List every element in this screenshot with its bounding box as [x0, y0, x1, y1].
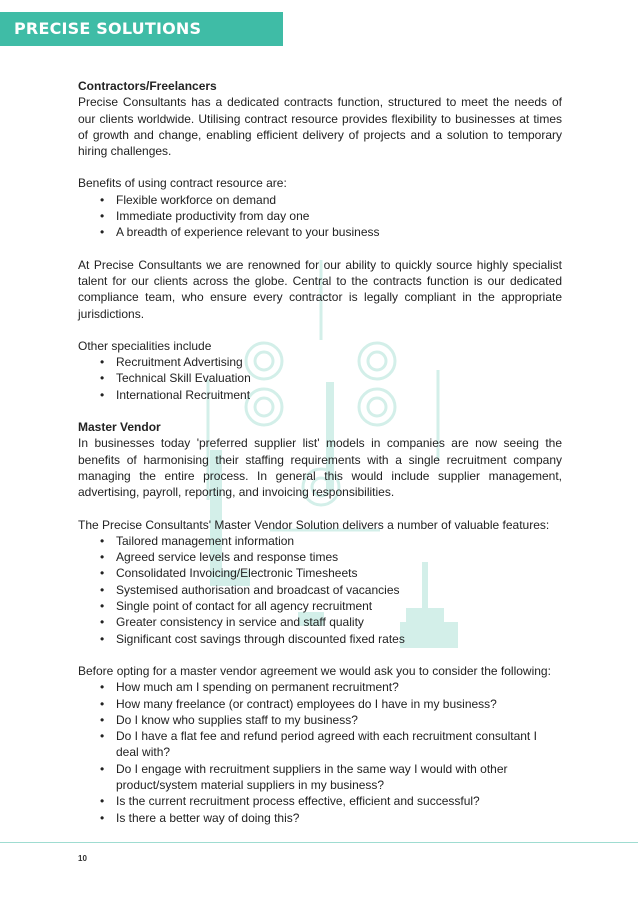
- list-item: • Is there a better way of doing this?: [116, 810, 562, 826]
- questions-intro: Before opting for a master vendor agreement we would ask you to consider the following:: [78, 663, 551, 678]
- list-item: • Significant cost savings through discounted fixed rates: [116, 631, 562, 647]
- benefits-intro: Benefits of using contract resource are:: [78, 176, 287, 191]
- list-item: • Do I have a flat fee and refund period agreed with each recruitment consultant I deal with?: [116, 728, 562, 761]
- main-content: [78, 78, 562, 826]
- contractors-intro-paragraph: Precise Consultants has a dedicated contracts function, structured to meet the needs of our clients worldwide. Utilising contract resource provides flexibility to businesses at times of growth and change, enabling efficient delivery of projects and a solution to temporary hiring challenges.: [78, 95, 562, 159]
- questions-list: [78, 679, 562, 826]
- list-item: • Consolidated Invoicing/Electronic Timesheets: [116, 565, 562, 581]
- list-item: • Technical Skill Evaluation: [116, 370, 562, 386]
- specialities-list: [78, 354, 562, 403]
- list-item: • Systemised authorisation and broadcast of vacancies: [116, 582, 562, 598]
- list-item: • How many freelance (or contract) employees do I have in my business?: [116, 696, 562, 712]
- list-item: • How much am I spending on permanent recruitment?: [116, 679, 562, 695]
- list-item: • Agreed service levels and response times: [116, 549, 562, 565]
- benefits-list: [78, 192, 562, 241]
- section-heading-contractors: Contractors/Freelancers: [78, 79, 217, 93]
- list-item: • A breadth of experience relevant to your business: [116, 224, 562, 240]
- list-item: • Flexible workforce on demand: [116, 192, 562, 208]
- page-header-title: PRECISE SOLUTIONS: [14, 19, 202, 38]
- list-item: • Greater consistency in service and staff quality: [116, 614, 562, 630]
- compliance-paragraph: At Precise Consultants we are renowned for our ability to quickly source highly specialist talent for our clients across the globe. Central to the contracts function is our dedicated compliance team, who ensure every contractor is legally compliant in the appropriate jurisdictions.: [78, 257, 562, 321]
- features-list: [78, 533, 562, 647]
- features-intro: The Precise Consultants' Master Vendor Solution delivers a number of valuable features:: [78, 517, 550, 532]
- section-heading-master-vendor: Master Vendor: [78, 420, 161, 435]
- list-item: • Recruitment Advertising: [116, 354, 562, 370]
- list-item: • Tailored management information: [116, 533, 562, 549]
- specialities-intro: Other specialities include: [78, 338, 212, 353]
- list-item: • Single point of contact for all agency recruitment: [116, 598, 562, 614]
- master-vendor-intro-paragraph: In businesses today 'preferred supplier list' models in companies are now seeing the benefits of harmonising their staffing requirements with a single recruitment company managing the entire process. In general this would include supplier management, advertising, payroll, reporting, and invoicing responsibilities.: [78, 436, 562, 500]
- footer-divider: [0, 842, 638, 843]
- list-item: • Immediate productivity from day one: [116, 208, 562, 224]
- list-item: • Is the current recruitment process effective, efficient and successful?: [116, 793, 562, 809]
- list-item: • International Recruitment: [116, 387, 562, 403]
- list-item: • Do I know who supplies staff to my business?: [116, 712, 562, 728]
- page-number: 10: [78, 854, 87, 863]
- list-item: • Do I engage with recruitment suppliers in the same way I would with other product/system material suppliers in my business?: [116, 761, 562, 794]
